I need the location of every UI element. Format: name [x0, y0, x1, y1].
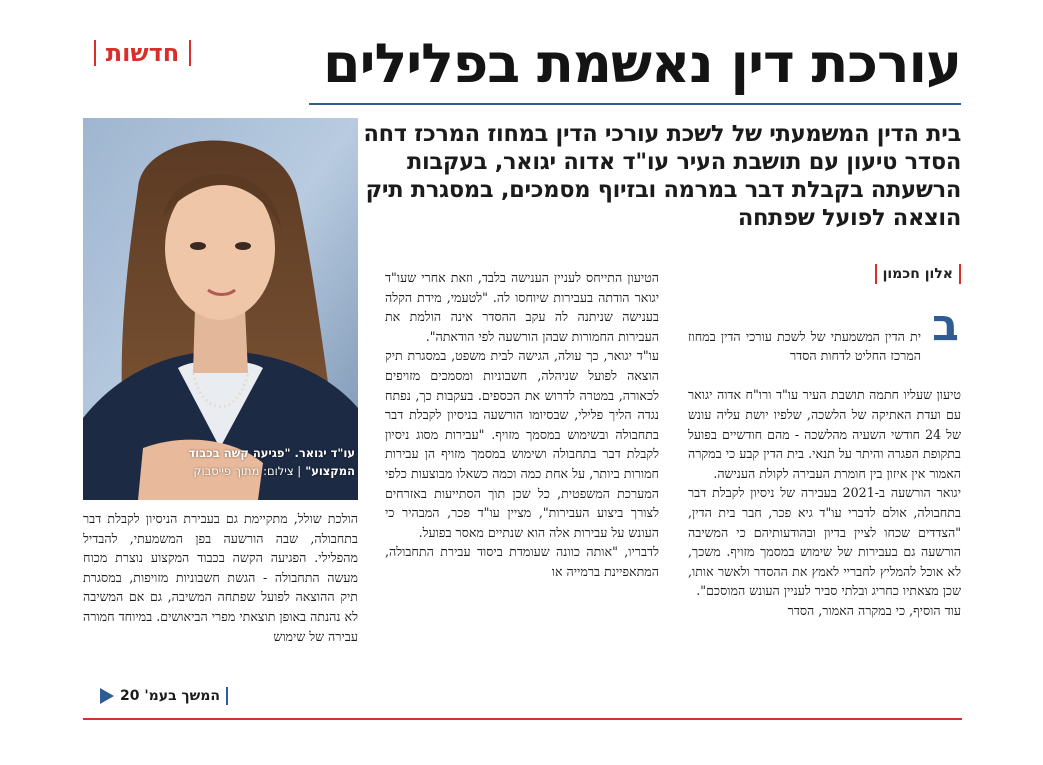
- photo-credit: | צילום: מתוך פייסבוק: [193, 464, 302, 478]
- byline: [781, 263, 961, 285]
- headline: עורכת דין נאשמת בפלילים: [323, 32, 961, 95]
- article-column-1: [688, 307, 961, 707]
- section-label-divider: [189, 40, 191, 66]
- continue-divider: [226, 687, 228, 705]
- article-column-2: הטיעון התייחס לעניין הענישה בלבד, וזאת אחרי שעו"ד יגואר הודתה בעבירות שיוחסו לה. "לטעמי, מידת הקלה בענישה שניתנה לה עקב ההסדר אינה הולמת את העבירות החמורות שבהן הורשעה לפי הודאתה". עו"ד יגואר, כך עולה, הגישה לבית משפט, במסגרת תיק הוצאה לפועל שניהלה, חשבוניות ומסמכים מזויפים לכאורה, במטרה לדרוש את הכספים. בעקבות כך, נפתח נגדה הליך פלילי, שבסיומו הורשעה בניסיון לקבלת דבר בתחבולה ובשימוש במסמך מזויף. "עבירות מסוג ניסיון לקבלת דבר בתחבולה ושימוש במסמך מזויף הן עבירות חמורות ביותר, על אחת כמה וכמה כשאלו מבוצעות כלפי המערכת המשפטית, כל שכן תוך הסתייעות באזרחים לצורך ביצוע העבירות", מציין עו"ד פכר, המבהיר כי העונש על עבירות אלה הוא שנתיים מאסר בפועל. לדבריו, "אותה כוונה שעומדת ביסוד עבירת התחבולה, המתאפיינת ברמייה או: [385, 270, 659, 579]
- section-label-text: חדשות: [105, 39, 180, 67]
- section-label-divider: [94, 40, 96, 66]
- column-1-body: טיעון שעליו חתמה תושבת העיר עו"ד ורו"ח אדוה יגואר עם ועדת האתיקה של הלשכה, שלפיו יושת עליה עונש של 24 חודשי השעיה מהלשכה - מהם חודשיים בפועל בתקופת הפגרה והיתר על תנאי. בית הדין קבע כי במקרה האמור אין איזון בין חומרת העבירה לקולת הענישה. יגואר הורשעה ב-2021 בעבירה של ניסיון לקבלת דבר בתחבולה, אולם לדברי עו"ד גיא פכר, חבר בית הדין, "הצדדים שכחו לציין בדיון ובהודעותיהם כי המשיבה הורשעה גם בעבירות של שימוש במסמך מזויף. משכך, לא אוכל להמליץ לחבריי לאמץ את ההסדר ולאשר אותו, שכן מצאתיו כחריג ובלתי סביר לעניין העונש המוסכם". עוד הוסיף, כי במקרה האמור, הסדר: [688, 387, 961, 618]
- bottom-rule: [83, 718, 962, 720]
- headline-rule: [309, 103, 961, 105]
- continued-on-page: [83, 686, 228, 706]
- column-1-opening: ית הדין המשמעתי של לשכת עורכי הדין במחוז המרכז החליט לדחות הסדר: [688, 328, 921, 364]
- byline-divider: [959, 264, 961, 284]
- portrait-illustration: [83, 118, 358, 500]
- article-column-3: הולכת שולל, מתקיימת גם בעבירת הניסיון לקבלת דבר בתחבולה, שבה הורשעה בפן המשמעתי, להבדיל מהפלילי. הפגיעה הקשה בכבוד המקצוע נוצרת מכוח מעשה התחבולה - הגשת חשבוניות מזויפות, במסגרת תיק ההוצאה לפועל שפתחה המשיבה, גם אם המשיבה לא נהנתה באופן תוצאתי מפרי הביאושים. במיוחד חמורה עבירה של שימוש: [83, 511, 358, 644]
- byline-author: אלון חכמון: [882, 266, 953, 282]
- section-label: [85, 38, 200, 68]
- photo-caption-main: עו"ד יגואר. "פגיעה קשה בכבוד המקצוע": [188, 446, 355, 478]
- arrow-left-icon: [100, 688, 114, 704]
- continue-label: המשך בעמ' 20: [120, 688, 220, 704]
- photo-caption: [185, 444, 355, 480]
- byline-divider: [875, 264, 877, 284]
- drop-cap: ב: [932, 300, 959, 351]
- subhead: בית הדין המשמעתי של לשכת עורכי הדין במחוז המרכז דחה הסדר טיעון עם תושבת העיר עו"ד אדוה יגואר, בעקבות הרשעתה בקבלת דבר במרמה ובזיוף מסמכים, במסגרת תיק הוצאה לפועל שפתחה: [363, 121, 961, 231]
- article-photo: [83, 118, 358, 500]
